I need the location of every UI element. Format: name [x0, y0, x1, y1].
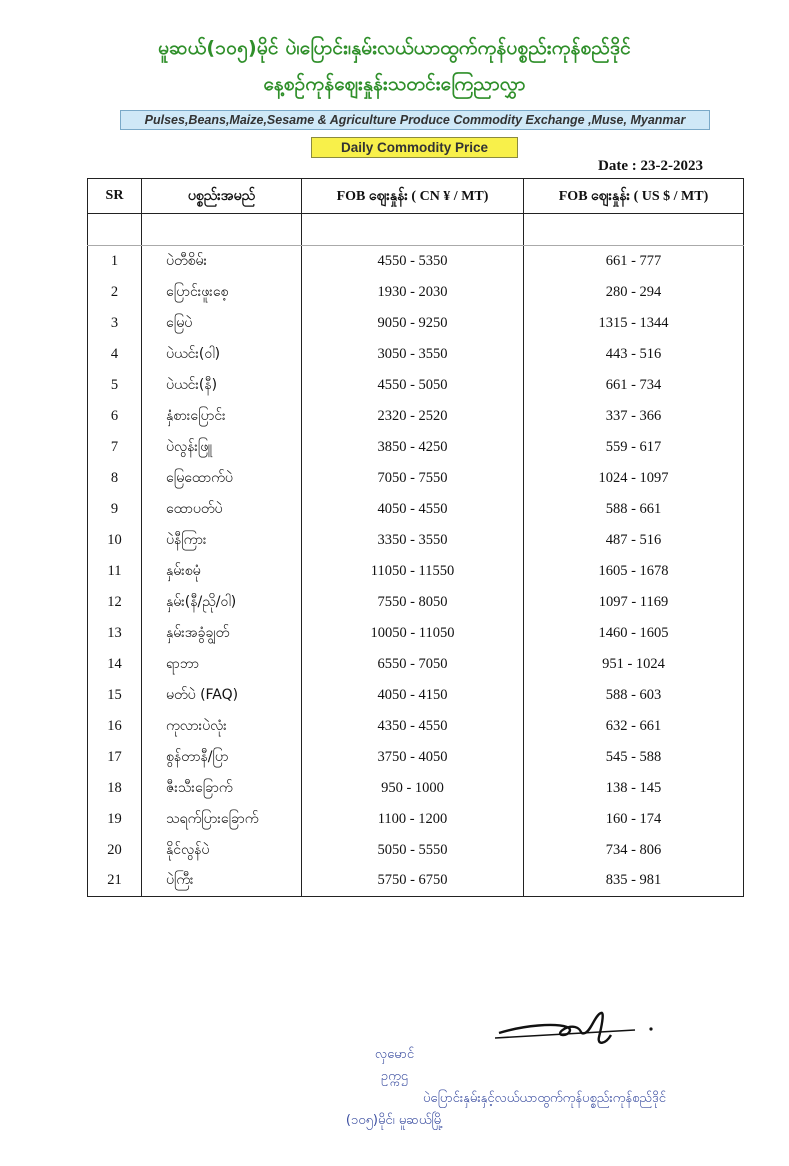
cell-us: 545 - 588: [524, 742, 744, 773]
cell-sr: 4: [88, 339, 142, 370]
table-row: [88, 680, 744, 711]
table-header-row: [88, 179, 744, 214]
cell-cn: 11050 - 11550: [302, 556, 524, 587]
header-name: ပစ္စည်းအမည်: [142, 179, 302, 214]
cell-sr: 16: [88, 711, 142, 742]
table-row: [88, 804, 744, 835]
date-label: Date : 23-2-2023: [598, 158, 703, 174]
cell-us: 487 - 516: [524, 525, 744, 556]
cell-name: နှမ်း(နီ/ညို/ဝါ): [142, 587, 302, 618]
cell-sr: 12: [88, 587, 142, 618]
table-row: [88, 556, 744, 587]
table-row: [88, 246, 744, 277]
cell-sr: 19: [88, 804, 142, 835]
cell-us: 835 - 981: [524, 866, 744, 897]
cell-cn: 7050 - 7550: [302, 463, 524, 494]
daily-price-label: Daily Commodity Price: [311, 137, 518, 158]
table-row: [88, 525, 744, 556]
cell-sr: 2: [88, 277, 142, 308]
price-table: [87, 178, 744, 897]
cell-name: မတ်ပဲ (FAQ): [142, 680, 302, 711]
cell-cn: 3350 - 3550: [302, 525, 524, 556]
cell-sr: 13: [88, 618, 142, 649]
cell-cn: 4050 - 4150: [302, 680, 524, 711]
cell-name: ပဲလွန်းဖြူ: [142, 432, 302, 463]
cell-sr: 10: [88, 525, 142, 556]
cell-name: နိုင်လွန်ပဲ: [142, 835, 302, 866]
cell-cn: 5750 - 6750: [302, 866, 524, 897]
cell-cn: 10050 - 11050: [302, 618, 524, 649]
cell-sr: 5: [88, 370, 142, 401]
table-row: [88, 432, 744, 463]
cell-sr: 3: [88, 308, 142, 339]
cell-sr: 14: [88, 649, 142, 680]
cell-sr: 6: [88, 401, 142, 432]
cell-cn: 1930 - 2030: [302, 277, 524, 308]
cell-name: ပြောင်းဖူးစေ့: [142, 277, 302, 308]
cell-name: မြေထောက်ပဲ: [142, 463, 302, 494]
cell-sr: 1: [88, 246, 142, 277]
table-row: [88, 711, 744, 742]
cell-sr: 8: [88, 463, 142, 494]
cell-cn: 7550 - 8050: [302, 587, 524, 618]
cell-cn: 3750 - 4050: [302, 742, 524, 773]
cell-sr: 17: [88, 742, 142, 773]
exchange-banner: Pulses,Beans,Maize,Sesame & Agriculture Produce Commodity Exchange ,Muse, Myanmar: [120, 110, 710, 130]
table-row: [88, 649, 744, 680]
table-row: [88, 339, 744, 370]
cell-us: 632 - 661: [524, 711, 744, 742]
signature-name: လှမောင်: [374, 1047, 415, 1062]
cell-sr: 18: [88, 773, 142, 804]
table-row: [88, 463, 744, 494]
signature-org: ပဲပြောင်းနှမ်းနှင့်လယ်ယာထွက်ကုန်ပစ္စည်းကုန်စည်ဒိုင်: [423, 1091, 666, 1106]
table-row: [88, 587, 744, 618]
cell-us: 138 - 145: [524, 773, 744, 804]
cell-us: 1024 - 1097: [524, 463, 744, 494]
cell-name: ထောပတ်ပဲ: [142, 494, 302, 525]
cell-us: 1315 - 1344: [524, 308, 744, 339]
cell-us: 588 - 661: [524, 494, 744, 525]
cell-name: ဇီးသီးခြောက်: [142, 773, 302, 804]
cell-us: 1605 - 1678: [524, 556, 744, 587]
cell-name: သရက်ပြားခြောက်: [142, 804, 302, 835]
page-title: မူဆယ်(၁၀၅)မိုင် ပဲ၊ပြောင်း၊နှမ်းလယ်ယာထွက်ကုန်ပစ္စည်းကုန်စည်ဒိုင်: [158, 37, 631, 59]
signature-place: (၁၀၅)မိုင်၊ မူဆယ်မြို့: [345, 1113, 444, 1128]
table-row: [88, 835, 744, 866]
header-sr: SR: [88, 179, 142, 214]
cell-us: 661 - 734: [524, 370, 744, 401]
table-row: [88, 308, 744, 339]
cell-name: မြေပဲ: [142, 308, 302, 339]
cell-cn: 4550 - 5050: [302, 370, 524, 401]
table-row: [88, 618, 744, 649]
table-row: [88, 773, 744, 804]
cell-name: နှမ်းအခွံချွတ်: [142, 618, 302, 649]
cell-cn: 2320 - 2520: [302, 401, 524, 432]
table-row: [88, 866, 744, 897]
cell-name: နှမ်းစမုံ: [142, 556, 302, 587]
cell-cn: 4050 - 4550: [302, 494, 524, 525]
cell-us: 337 - 366: [524, 401, 744, 432]
cell-cn: 5050 - 5550: [302, 835, 524, 866]
blank-row: [88, 214, 744, 246]
header-us: FOB ဈေးနှုန်း ( US $ / MT): [524, 179, 744, 214]
cell-name: ပဲကြီး: [142, 866, 302, 897]
page-subtitle: နေ့စဉ်ကုန်ဈေးနှုန်းသတင်းကြေညာလွှာ: [263, 73, 526, 95]
cell-name: ပဲယင်း(ဝါ): [142, 339, 302, 370]
cell-us: 1460 - 1605: [524, 618, 744, 649]
cell-name: ပဲနီကြား: [142, 525, 302, 556]
cell-name: ကုလားပဲလုံး: [142, 711, 302, 742]
cell-cn: 3050 - 3550: [302, 339, 524, 370]
cell-us: 1097 - 1169: [524, 587, 744, 618]
cell-sr: 21: [88, 866, 142, 897]
cell-us: 559 - 617: [524, 432, 744, 463]
cell-name: စွန်တာနီ/ပြာ: [142, 742, 302, 773]
cell-name: ရာဘာ: [142, 649, 302, 680]
cell-cn: 6550 - 7050: [302, 649, 524, 680]
cell-us: 951 - 1024: [524, 649, 744, 680]
cell-cn: 4350 - 4550: [302, 711, 524, 742]
cell-name: ပဲတီစိမ်း: [142, 246, 302, 277]
cell-name: ပဲယင်း(နီ): [142, 370, 302, 401]
table-row: [88, 277, 744, 308]
header-cn: FOB ဈေးနှုန်း ( CN ¥ / MT): [302, 179, 524, 214]
cell-us: 280 - 294: [524, 277, 744, 308]
signature-title: ဥက္ကဌ: [380, 1069, 409, 1084]
cell-us: 588 - 603: [524, 680, 744, 711]
table-row: [88, 370, 744, 401]
table-row: [88, 742, 744, 773]
cell-cn: 3850 - 4250: [302, 432, 524, 463]
cell-us: 443 - 516: [524, 339, 744, 370]
cell-cn: 1100 - 1200: [302, 804, 524, 835]
table-row: [88, 401, 744, 432]
cell-sr: 15: [88, 680, 142, 711]
cell-sr: 11: [88, 556, 142, 587]
cell-cn: 4550 - 5350: [302, 246, 524, 277]
cell-us: 661 - 777: [524, 246, 744, 277]
cell-us: 160 - 174: [524, 804, 744, 835]
cell-sr: 20: [88, 835, 142, 866]
cell-cn: 950 - 1000: [302, 773, 524, 804]
cell-cn: 9050 - 9250: [302, 308, 524, 339]
cell-sr: 9: [88, 494, 142, 525]
cell-sr: 7: [88, 432, 142, 463]
table-row: [88, 494, 744, 525]
cell-name: နှံစားပြောင်း: [142, 401, 302, 432]
cell-us: 734 - 806: [524, 835, 744, 866]
